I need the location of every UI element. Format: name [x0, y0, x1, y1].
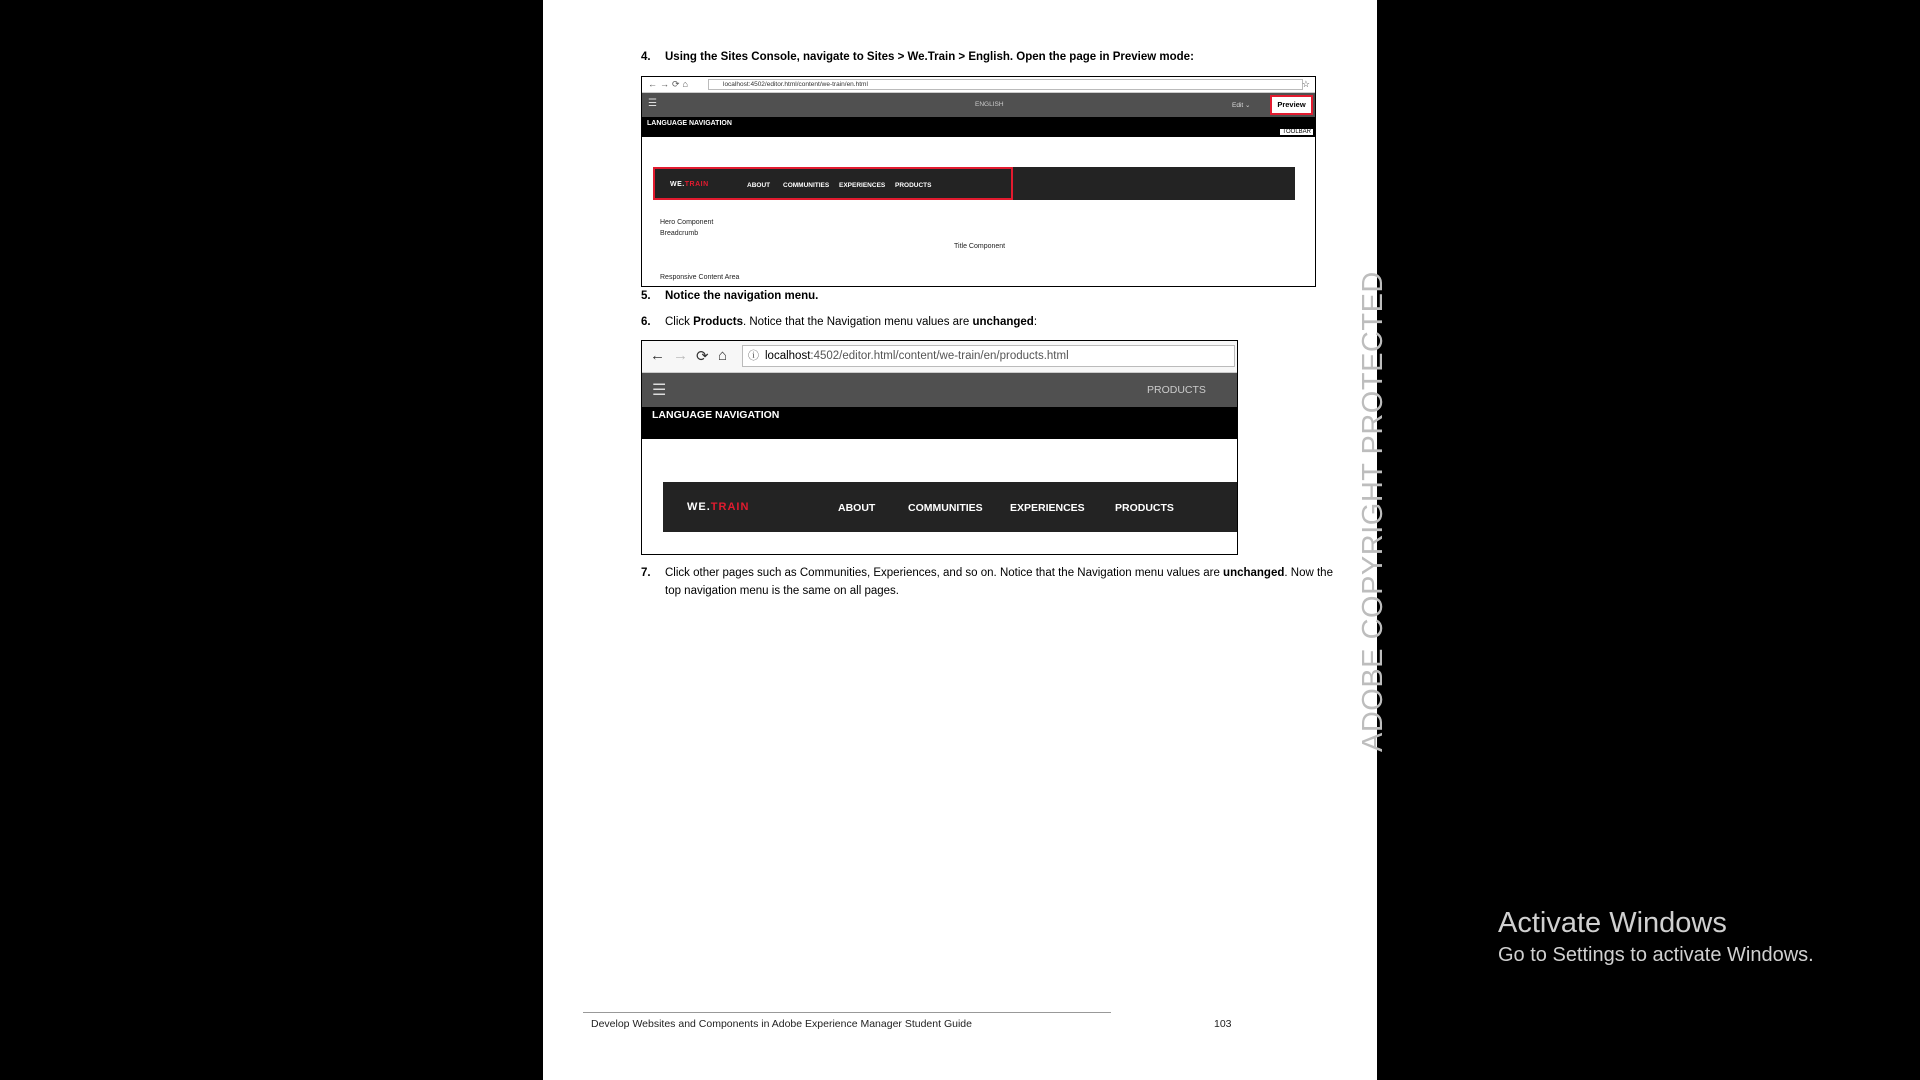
chevron-down-icon: ⌄	[1245, 102, 1251, 109]
step-number: 4.	[641, 51, 651, 63]
step-number: 5.	[641, 290, 651, 302]
preview-button: Preview	[1270, 95, 1313, 115]
step-number: 7.	[641, 567, 651, 579]
nav-item-experiences: EXPERIENCES	[1010, 502, 1085, 514]
browser-bar	[642, 341, 1237, 373]
sliders-icon: ☰	[648, 98, 657, 109]
step-text: Click other pages such as Communities, Experiences, and so on. Notice that the Navigation menu values are unchanged. Now the top navigation menu is the same on all pages.	[665, 567, 1333, 597]
breadcrumb-label: Breadcrumb	[660, 230, 699, 237]
site-logo: WE.TRAIN	[670, 181, 709, 188]
responsive-content-label: Responsive Content Area	[660, 274, 740, 281]
language-navigation-bar	[642, 117, 1315, 137]
language-navigation-label: LANGUAGE NAVIGATION	[652, 409, 780, 421]
activation-subtitle: Go to Settings to activate Windows.	[1498, 944, 1814, 966]
site-logo: WE.TRAIN	[687, 501, 750, 513]
edit-dropdown: Edit ⌄	[1232, 102, 1251, 109]
editor-header	[642, 93, 1315, 117]
copyright-watermark: ADOBE COPYRIGHT PROTECTED	[1357, 271, 1389, 752]
nav-item-about: ABOUT	[747, 182, 771, 189]
browser-bar	[642, 77, 1315, 93]
hero-component-label: Hero Component	[660, 219, 714, 226]
editor-header	[642, 373, 1237, 407]
page-number: 103	[1214, 1018, 1232, 1030]
nav-item-experiences: EXPERIENCES	[839, 182, 886, 189]
step-text: Click Products. Notice that the Navigation menu values are unchanged:	[665, 316, 1038, 328]
step-4	[641, 48, 1341, 66]
info-icon: ⓘ	[748, 350, 759, 362]
toolbar-label: TOOLBAR	[1282, 129, 1311, 135]
nav-item-communities: COMMUNITIES	[783, 182, 830, 189]
footer-title: Develop Websites and Components in Adobe Experience Manager Student Guide	[591, 1018, 972, 1030]
screenshot-preview-mode	[641, 76, 1316, 287]
forward-arrow-icon: →	[673, 347, 688, 364]
step-5	[641, 287, 1341, 305]
nav-item-communities: COMMUNITIES	[908, 502, 983, 514]
windows-activation-notice	[1498, 905, 1814, 969]
language-navigation-bar	[642, 407, 1237, 439]
screenshot-products-page	[641, 340, 1238, 555]
language-navigation-label: LANGUAGE NAVIGATION	[647, 120, 732, 127]
sliders-icon: ☰	[652, 382, 667, 399]
back-arrow-icon: ←	[650, 347, 665, 364]
address-bar: localhost:4502/editor.html/content/we-train/en.html	[708, 79, 1303, 90]
star-icon: ☆	[1301, 79, 1310, 89]
step-6	[641, 313, 1341, 331]
page-name: PRODUCTS	[1147, 384, 1206, 396]
browser-nav-icons: ←→⟳⌂	[648, 79, 691, 89]
step-text: Using the Sites Console, navigate to Sites > We.Train > English. Open the page in Preview mode:	[665, 51, 1194, 63]
title-component-label: Title Component	[954, 243, 1006, 250]
address-bar: ⓘ localhost:4502/editor.html/content/we-train/en/products.html	[742, 345, 1235, 367]
step-text: Notice the navigation menu.	[665, 290, 819, 302]
nav-item-products: PRODUCTS	[895, 182, 932, 189]
document-page	[543, 0, 1377, 1080]
footer-divider	[583, 1012, 1111, 1013]
activation-title: Activate Windows	[1498, 907, 1727, 939]
step-7	[641, 564, 1341, 600]
page-name: ENGLISH	[975, 101, 1004, 108]
home-icon: ⌂	[718, 347, 728, 364]
nav-item-products: PRODUCTS	[1115, 502, 1174, 514]
step-number: 6.	[641, 316, 651, 328]
nav-item-about: ABOUT	[838, 502, 876, 514]
reload-icon: ⟳	[696, 348, 709, 365]
